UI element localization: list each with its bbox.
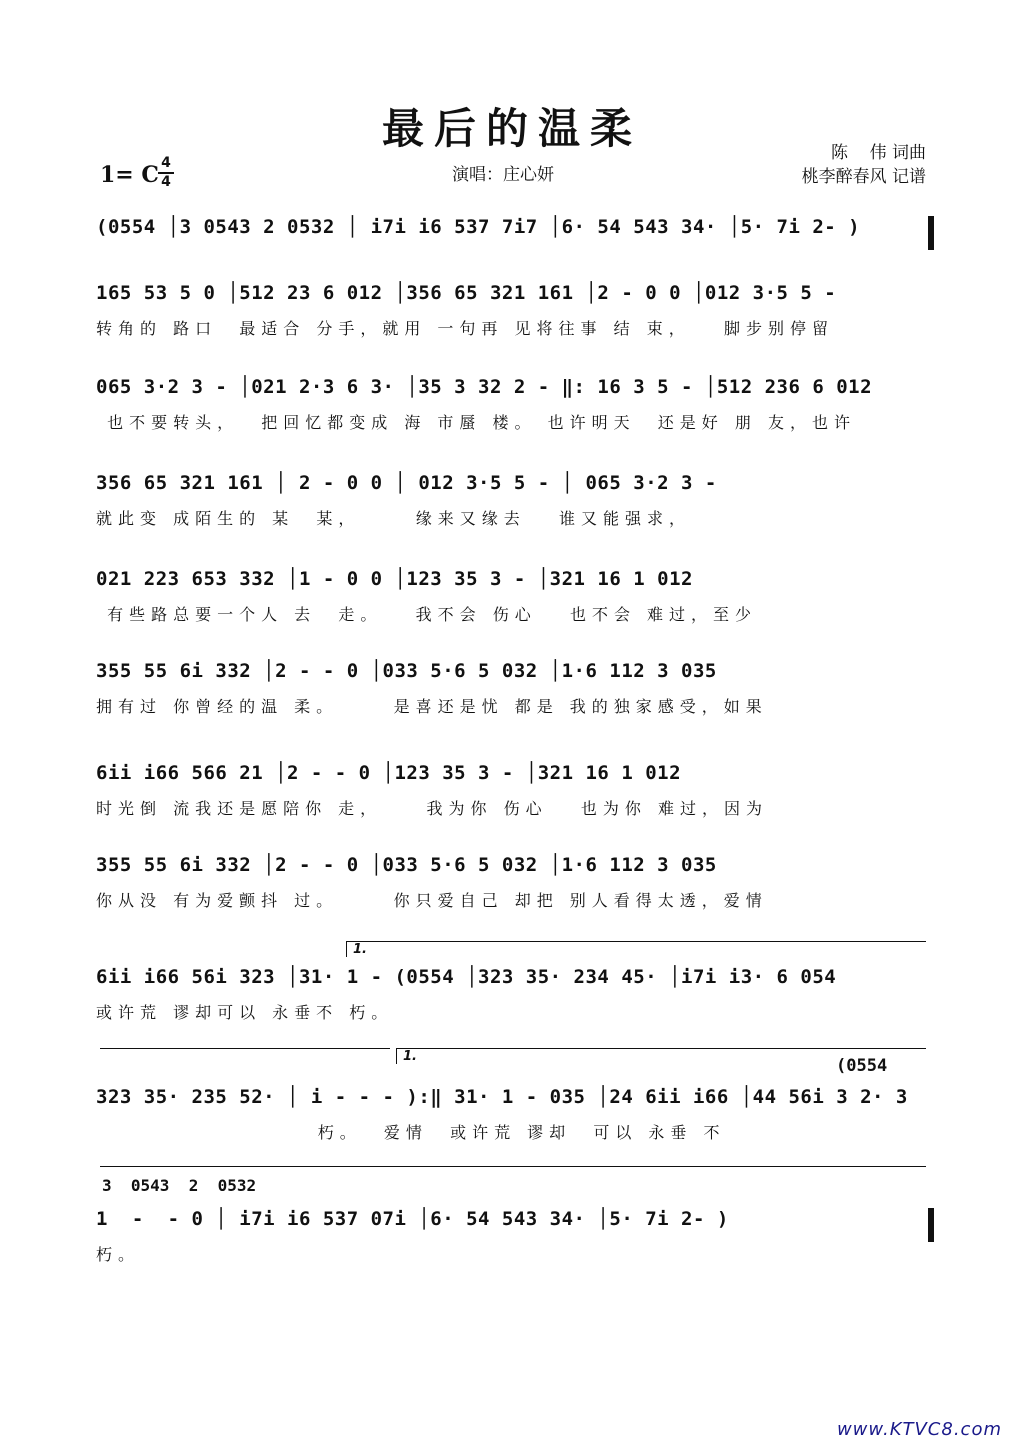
lyrics: 转角的 路口 最适合 分手，就用 一句再 见将往事 结 束， 脚步别停留 <box>96 319 834 338</box>
transcriber-credit: 桃李醉春风 记谱 <box>801 167 926 187</box>
score-line-3 <box>96 376 934 436</box>
notation: 1 - - 0 │ i7i i6 537 07i │6· 54 543 34· │5· 7i 2- ) <box>96 1208 729 1230</box>
lyrics: 时光倒 流我还是愿陪你 走， 我为你 伤心 也为你 难过，因为 <box>96 799 768 818</box>
lyrics: 你从没 有为爱颤抖 过。 你只爱自己 却把 别人看得太透，爱情 <box>96 891 768 910</box>
score-line-11 <box>96 1208 934 1268</box>
lyrics: 或许荒 谬却可以 永垂不 朽。 <box>96 1003 394 1022</box>
score-line-10 <box>96 1086 934 1146</box>
lyrics: 朽。 <box>96 1245 141 1264</box>
score-line-8 <box>96 854 934 914</box>
upper-voice-notation: 3 0543 2 0532 <box>102 1176 257 1195</box>
lyrics: 就此变 成陌生的 某 某， 缘来又缘去 谁又能强求， <box>96 509 692 528</box>
lyrics: 有些路总要一个人 去 走。 我不会 伤心 也不会 难过，至少 <box>96 605 758 624</box>
key-signature: 1= C <box>100 162 159 188</box>
notation: 356 65 321 161 │ 2 - 0 0 │ 012 3·5 5 - │ 065 3·2 3 - <box>96 472 717 494</box>
volta-bracket-2: 1. <box>396 1048 926 1064</box>
continuation-rule <box>100 1166 926 1167</box>
notation: 065 3·2 3 - │021 2·3 6 3· │35 3 32 2 - ‖: 16 3 5 - │512 236 6 012 <box>96 376 873 398</box>
song-title: 最后的温柔 <box>381 104 642 153</box>
composer-credit: 陈 伟 词曲 <box>830 143 926 163</box>
lyrics: 也不要转头， 把回忆都变成 海 市蜃 楼。 也许明天 还是好 朋 友，也许 <box>96 413 856 432</box>
score-line-2 <box>96 282 934 342</box>
lyrics: 朽。 爱情 或许荒 谬却 可以 永垂 不 <box>96 1123 726 1142</box>
notation: 6ii i66 56i 323 │31· 1 - (0554 │323 35· 234 45· │i7i i3· 6 054 <box>96 966 837 988</box>
notation: 355 55 6i 332 │2 - - 0 │033 5·6 5 032 │1·6 112 3 035 <box>96 854 717 876</box>
notation: 6ii i66 566 21 │2 - - 0 │123 35 3 - │321 16 1 012 <box>96 762 682 784</box>
time-signature-bottom: 4 <box>161 174 171 190</box>
notation: 165 53 5 0 │512 23 6 012 │356 65 321 161 │2 - 0 0 │012 3·5 5 - <box>96 282 837 304</box>
time-signature-top: 4 <box>161 155 171 171</box>
site-watermark: www.KTVC8.com <box>836 1419 1002 1440</box>
time-signature <box>158 156 174 190</box>
singer-credit: 演唱：庄心妍 <box>452 165 554 185</box>
notation: 021 223 653 332 │1 - 0 0 │123 35 3 - │321 16 1 012 <box>96 568 693 590</box>
bar-line-end <box>928 216 934 250</box>
score-line-1 <box>96 216 934 250</box>
continuation-rule <box>100 1048 390 1049</box>
bar-line-end <box>928 1208 934 1242</box>
notation: (0554 │3 0543 2 0532 │ i7i i6 537 7i7 │6· 54 543 34· │5· 7i 2- ) <box>96 216 861 238</box>
pickup-notes: (0554 <box>836 1056 888 1076</box>
score-line-5 <box>96 568 934 628</box>
notation: 355 55 6i 332 │2 - - 0 │033 5·6 5 032 │1·6 112 3 035 <box>96 660 717 682</box>
score-line-4 <box>96 472 934 532</box>
volta-bracket-1: 1. <box>346 941 926 957</box>
lyrics: 拥有过 你曾经的温 柔。 是喜还是忧 都是 我的独家感受，如果 <box>96 697 768 716</box>
score-line-7 <box>96 762 934 822</box>
score-line-9 <box>96 966 934 1026</box>
notation: 323 35· 235 52· │ i - - - ):‖ 31· 1 - 035 │24 6ii i66 │44 56i 3 2· 3 <box>96 1086 908 1108</box>
score-line-6 <box>96 660 934 720</box>
